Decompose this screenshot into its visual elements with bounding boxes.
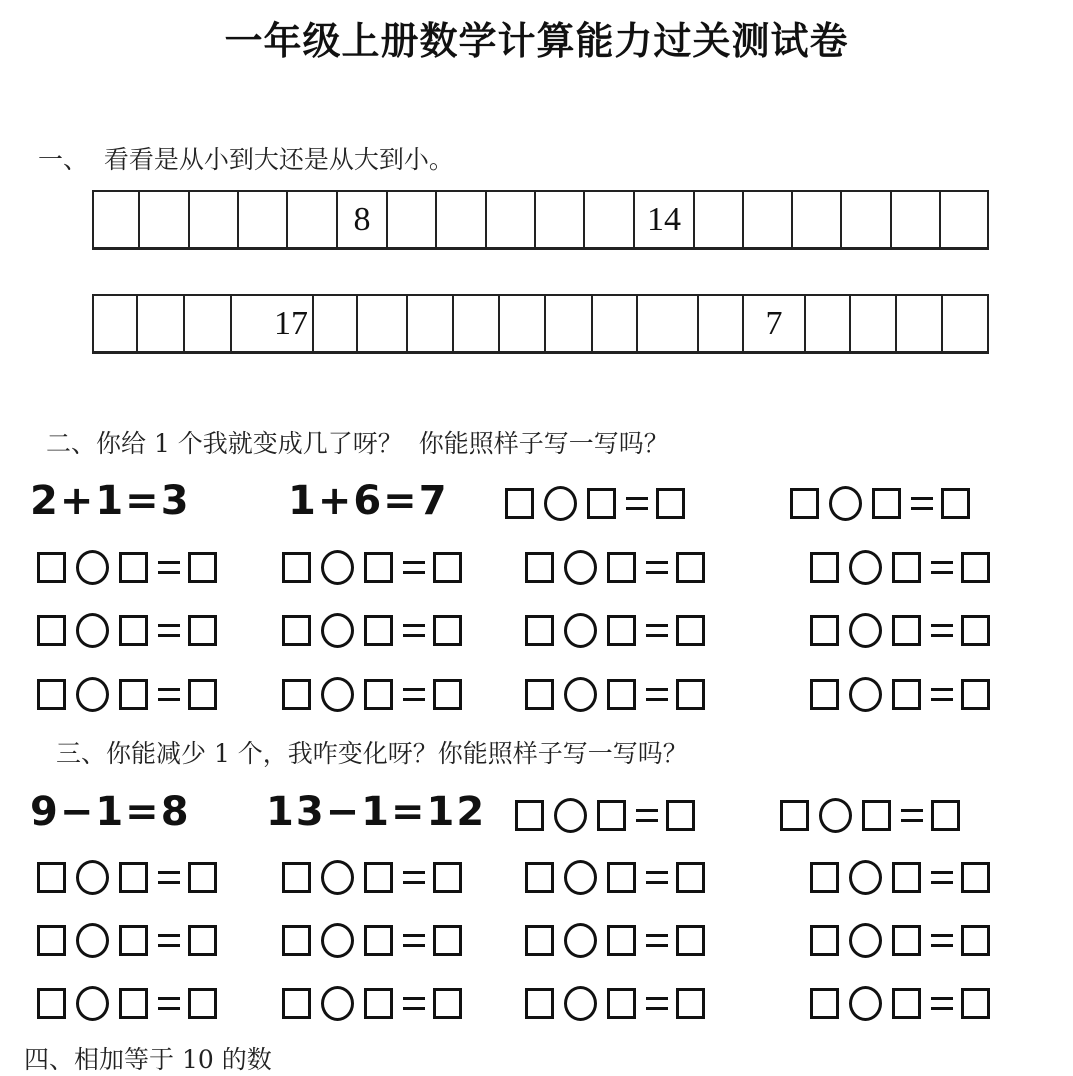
operand-box[interactable]	[587, 488, 616, 519]
operand-box[interactable]	[282, 615, 311, 646]
result-box[interactable]	[656, 488, 685, 519]
section-4-heading: 四、相加等于 10 的数	[24, 1045, 272, 1074]
operand-box[interactable]	[892, 679, 921, 710]
equals-sign	[931, 688, 953, 701]
sequence-cell[interactable]	[842, 192, 892, 247]
operand-box[interactable]	[282, 552, 311, 583]
operator-circle[interactable]	[76, 613, 109, 648]
sequence-cell[interactable]	[897, 296, 943, 351]
sec2-template-r2c4	[810, 612, 1000, 648]
sequence-cell[interactable]	[638, 296, 699, 351]
sec3-template-top-2	[780, 797, 970, 833]
sequence-cell[interactable]	[358, 296, 408, 351]
sequence-cell[interactable]	[546, 296, 593, 351]
sequence-cell[interactable]	[437, 192, 487, 247]
operand-box[interactable]	[37, 552, 66, 583]
operator-circle[interactable]	[849, 923, 882, 958]
sequence-cell[interactable]	[744, 192, 793, 247]
operand-box[interactable]	[282, 679, 311, 710]
sequence-cell[interactable]	[941, 192, 989, 247]
section-2-heading: 二、你给 1 个我就变成几了呀？ 你能照样子写一写吗？	[46, 429, 669, 458]
operand-box[interactable]	[364, 552, 393, 583]
operand-box[interactable]	[282, 925, 311, 956]
operand-box[interactable]	[37, 862, 66, 893]
operator-circle[interactable]	[849, 677, 882, 712]
operand-box[interactable]	[119, 615, 148, 646]
result-box[interactable]	[188, 552, 217, 583]
equals-sign	[931, 561, 953, 574]
result-box[interactable]	[676, 988, 705, 1019]
operand-box[interactable]	[364, 925, 393, 956]
sec2-template-r2c1	[37, 612, 227, 648]
sec2-template-r1c2	[282, 549, 472, 585]
sec3-template-r2c3	[525, 922, 715, 958]
operand-box[interactable]	[282, 862, 311, 893]
result-box[interactable]	[961, 679, 990, 710]
sec3-template-r2c2	[282, 922, 472, 958]
section-3-heading: 三、你能减少 1 个，我咋变化呀？你能照样子写一写吗？	[56, 739, 688, 768]
result-box[interactable]	[961, 552, 990, 583]
result-box[interactable]	[961, 925, 990, 956]
equals-sign	[911, 497, 933, 510]
operator-circle[interactable]	[564, 923, 597, 958]
operand-box[interactable]	[892, 615, 921, 646]
operand-box[interactable]	[810, 988, 839, 1019]
equals-sign	[931, 934, 953, 947]
operator-circle[interactable]	[76, 550, 109, 585]
operand-box[interactable]	[780, 800, 809, 831]
sequence-cell[interactable]	[94, 192, 140, 247]
equals-sign	[646, 871, 668, 884]
operand-box[interactable]	[119, 862, 148, 893]
sec2-template-r3c1	[37, 676, 227, 712]
operator-circle[interactable]	[829, 486, 862, 521]
sec2-template-r3c4	[810, 676, 1000, 712]
operator-circle[interactable]	[849, 860, 882, 895]
equals-sign	[646, 624, 668, 637]
result-box[interactable]	[433, 615, 462, 646]
operand-box[interactable]	[597, 800, 626, 831]
result-box[interactable]	[961, 988, 990, 1019]
sequence-cell[interactable]	[695, 192, 744, 247]
result-box[interactable]	[676, 679, 705, 710]
operand-box[interactable]	[810, 862, 839, 893]
operator-circle[interactable]	[849, 613, 882, 648]
number-sequence-row-2	[92, 294, 989, 354]
operator-circle[interactable]	[76, 677, 109, 712]
operand-box[interactable]	[525, 679, 554, 710]
operand-box[interactable]	[37, 988, 66, 1019]
sec2-template-r1c1	[37, 549, 227, 585]
operand-box[interactable]	[505, 488, 534, 519]
equals-sign	[158, 624, 180, 637]
sec3-template-r3c4	[810, 985, 1000, 1021]
operator-circle[interactable]	[321, 550, 354, 585]
section-1-heading: 一、 看看是从小到大还是从大到小。	[38, 145, 454, 174]
sec3-template-r3c2	[282, 985, 472, 1021]
operand-box[interactable]	[364, 615, 393, 646]
result-box[interactable]	[676, 925, 705, 956]
sequence-cell: 17	[232, 296, 314, 351]
operand-box[interactable]	[607, 552, 636, 583]
operand-box[interactable]	[364, 862, 393, 893]
operand-box[interactable]	[607, 988, 636, 1019]
operand-box[interactable]	[119, 552, 148, 583]
example-equation-4: 13−1=12	[266, 789, 487, 835]
equals-sign	[158, 997, 180, 1010]
example-equation-2: 1+6=7	[288, 478, 449, 524]
equals-sign	[403, 997, 425, 1010]
operand-box[interactable]	[525, 552, 554, 583]
equals-sign	[626, 497, 648, 510]
result-box[interactable]	[188, 862, 217, 893]
equals-sign	[403, 688, 425, 701]
sequence-cell: 7	[744, 296, 806, 351]
sequence-cell[interactable]	[593, 296, 638, 351]
operator-circle[interactable]	[564, 860, 597, 895]
equals-sign	[158, 561, 180, 574]
operand-box[interactable]	[37, 679, 66, 710]
sec3-template-r1c4	[810, 859, 1000, 895]
result-box[interactable]	[433, 552, 462, 583]
sec2-template-r3c2	[282, 676, 472, 712]
result-box[interactable]	[666, 800, 695, 831]
operand-box[interactable]	[892, 988, 921, 1019]
equals-sign	[403, 934, 425, 947]
equals-sign	[646, 934, 668, 947]
operand-box[interactable]	[515, 800, 544, 831]
equals-sign	[646, 688, 668, 701]
sequence-cell[interactable]	[140, 192, 190, 247]
sequence-cell[interactable]	[487, 192, 536, 247]
equals-sign	[646, 997, 668, 1010]
sequence-cell: 8	[338, 192, 388, 247]
result-box[interactable]	[433, 679, 462, 710]
operand-box[interactable]	[525, 615, 554, 646]
equals-sign	[403, 624, 425, 637]
result-box[interactable]	[941, 488, 970, 519]
sec3-template-top-1	[515, 797, 705, 833]
operator-circle[interactable]	[321, 860, 354, 895]
operand-box[interactable]	[872, 488, 901, 519]
result-box[interactable]	[188, 988, 217, 1019]
result-box[interactable]	[961, 862, 990, 893]
operator-circle[interactable]	[819, 798, 852, 833]
page-title: 一年级上册数学计算能力过关测试卷	[224, 19, 849, 63]
result-box[interactable]	[931, 800, 960, 831]
operator-circle[interactable]	[321, 923, 354, 958]
equals-sign	[403, 561, 425, 574]
result-box[interactable]	[676, 615, 705, 646]
equals-sign	[158, 934, 180, 947]
operator-circle[interactable]	[321, 677, 354, 712]
sequence-cell[interactable]	[408, 296, 454, 351]
sequence-cell[interactable]	[138, 296, 185, 351]
operand-box[interactable]	[525, 862, 554, 893]
example-equation-3: 9−1=8	[30, 789, 191, 835]
operand-box[interactable]	[525, 988, 554, 1019]
equals-sign	[646, 561, 668, 574]
result-box[interactable]	[433, 862, 462, 893]
equals-sign	[901, 809, 923, 822]
operator-circle[interactable]	[76, 986, 109, 1021]
sequence-cell[interactable]	[793, 192, 842, 247]
number-sequence-row-1	[92, 190, 989, 250]
operator-circle[interactable]	[76, 923, 109, 958]
sequence-cell: 14	[635, 192, 695, 247]
result-box[interactable]	[676, 862, 705, 893]
operand-box[interactable]	[862, 800, 891, 831]
operand-box[interactable]	[364, 679, 393, 710]
operand-box[interactable]	[810, 679, 839, 710]
sec3-template-r1c3	[525, 859, 715, 895]
sec3-template-r1c2	[282, 859, 472, 895]
equals-sign	[636, 809, 658, 822]
equals-sign	[931, 871, 953, 884]
sec2-template-top-1	[505, 485, 695, 521]
equals-sign	[158, 688, 180, 701]
sec2-template-r1c4	[810, 549, 1000, 585]
operand-box[interactable]	[119, 925, 148, 956]
operand-box[interactable]	[607, 615, 636, 646]
operand-box[interactable]	[810, 615, 839, 646]
operand-box[interactable]	[892, 925, 921, 956]
operand-box[interactable]	[810, 925, 839, 956]
sec2-template-r2c2	[282, 612, 472, 648]
sequence-cell[interactable]	[943, 296, 989, 351]
sec3-template-r2c1	[37, 922, 227, 958]
result-box[interactable]	[433, 925, 462, 956]
operator-circle[interactable]	[564, 677, 597, 712]
result-box[interactable]	[433, 988, 462, 1019]
result-box[interactable]	[188, 615, 217, 646]
sequence-cell[interactable]	[239, 192, 288, 247]
operator-circle[interactable]	[554, 798, 587, 833]
operand-box[interactable]	[37, 615, 66, 646]
sequence-cell[interactable]	[851, 296, 897, 351]
operator-circle[interactable]	[849, 986, 882, 1021]
operator-circle[interactable]	[849, 550, 882, 585]
sequence-cell[interactable]	[185, 296, 232, 351]
sequence-cell[interactable]	[536, 192, 585, 247]
operator-circle[interactable]	[564, 550, 597, 585]
operand-box[interactable]	[37, 925, 66, 956]
sequence-cell[interactable]	[190, 192, 239, 247]
sequence-cell[interactable]	[585, 192, 635, 247]
result-box[interactable]	[188, 925, 217, 956]
sequence-cell[interactable]	[388, 192, 437, 247]
sec3-template-r2c4	[810, 922, 1000, 958]
operator-circle[interactable]	[564, 613, 597, 648]
operand-box[interactable]	[119, 988, 148, 1019]
sequence-cell[interactable]	[94, 296, 138, 351]
operand-box[interactable]	[525, 925, 554, 956]
sec2-template-r2c3	[525, 612, 715, 648]
sec3-template-r1c1	[37, 859, 227, 895]
sec3-template-r3c1	[37, 985, 227, 1021]
sequence-cell[interactable]	[314, 296, 358, 351]
operator-circle[interactable]	[321, 613, 354, 648]
operand-box[interactable]	[607, 862, 636, 893]
operand-box[interactable]	[607, 925, 636, 956]
sequence-cell[interactable]	[288, 192, 338, 247]
operand-box[interactable]	[364, 988, 393, 1019]
result-box[interactable]	[961, 615, 990, 646]
result-box[interactable]	[676, 552, 705, 583]
equals-sign	[403, 871, 425, 884]
operand-box[interactable]	[282, 988, 311, 1019]
equals-sign	[931, 624, 953, 637]
operand-box[interactable]	[892, 862, 921, 893]
operand-box[interactable]	[607, 679, 636, 710]
sequence-cell[interactable]	[454, 296, 500, 351]
sec2-template-r1c3	[525, 549, 715, 585]
sec3-template-r3c3	[525, 985, 715, 1021]
operand-box[interactable]	[119, 679, 148, 710]
result-box[interactable]	[188, 679, 217, 710]
sequence-cell[interactable]	[806, 296, 851, 351]
example-equation-1: 2+1=3	[30, 478, 191, 524]
operator-circle[interactable]	[76, 860, 109, 895]
sequence-cell[interactable]	[500, 296, 546, 351]
operator-circle[interactable]	[544, 486, 577, 521]
operand-box[interactable]	[892, 552, 921, 583]
sequence-cell[interactable]	[699, 296, 744, 351]
operator-circle[interactable]	[321, 986, 354, 1021]
sec2-template-r3c3	[525, 676, 715, 712]
sequence-cell[interactable]	[892, 192, 941, 247]
operand-box[interactable]	[810, 552, 839, 583]
equals-sign	[158, 871, 180, 884]
sec2-template-top-2	[790, 485, 980, 521]
operand-box[interactable]	[790, 488, 819, 519]
operator-circle[interactable]	[564, 986, 597, 1021]
equals-sign	[931, 997, 953, 1010]
